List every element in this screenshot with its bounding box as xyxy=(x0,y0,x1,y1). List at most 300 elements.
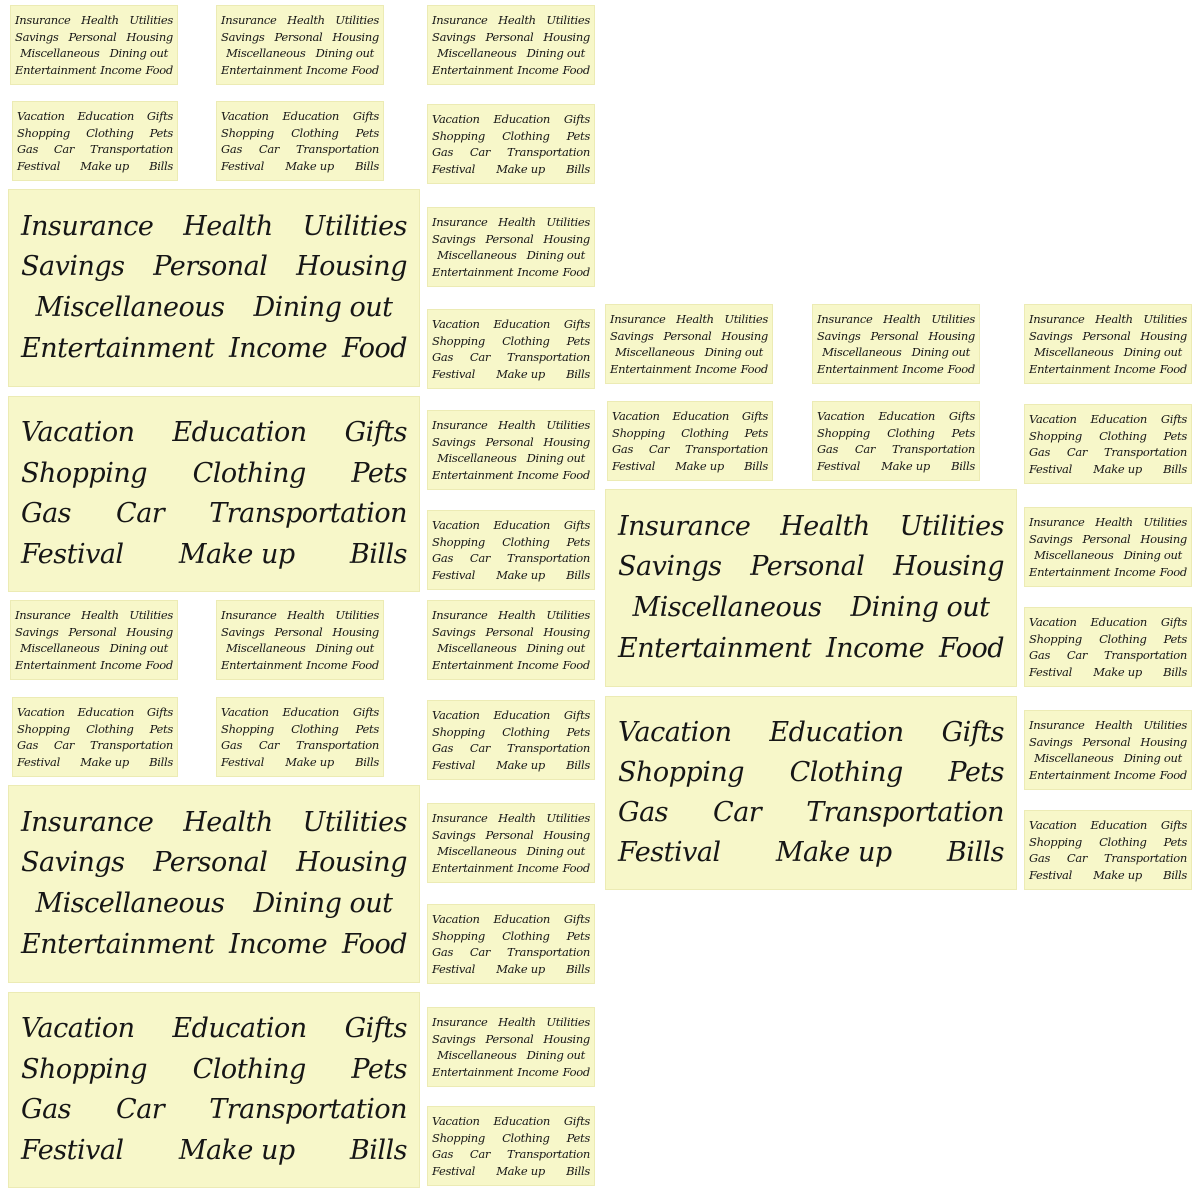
budget-category-label: Car xyxy=(116,1094,165,1126)
budget-category-label: Income xyxy=(229,929,328,961)
budget-category-label: Entertainment xyxy=(21,333,215,365)
budget-category-label: Vacation xyxy=(618,716,732,748)
sticker-line xyxy=(1029,736,1187,748)
budget-category-label: Personal xyxy=(1082,328,1131,343)
budget-category-label: Insurance xyxy=(432,607,488,622)
budget-category-label: Bills xyxy=(744,459,768,474)
sticker-line xyxy=(221,609,379,621)
budget-category-label: Personal xyxy=(153,847,268,879)
budget-category-label: Miscellaneous xyxy=(437,46,517,61)
sticker-line xyxy=(432,1033,590,1045)
budget-category-label: Miscellaneous xyxy=(437,844,517,859)
budget-category-label: Vacation xyxy=(17,108,65,123)
budget-category-label: Pets xyxy=(355,721,379,736)
budget-category-label: Transportation xyxy=(1103,851,1187,866)
budget-category-label: Food xyxy=(562,1065,590,1080)
budget-category-label: Health xyxy=(287,607,325,622)
budget-category-label: Personal xyxy=(870,328,919,343)
budget-category-label: Pets xyxy=(1163,631,1187,646)
budget-category-label: Shopping xyxy=(618,756,745,788)
sticker-line xyxy=(21,210,407,242)
budget-category-label: Shopping xyxy=(1029,834,1082,849)
budget-category-label: Health xyxy=(1095,514,1133,529)
budget-category-label: Make up xyxy=(496,1164,545,1179)
budget-category-label: Gifts xyxy=(1160,817,1187,832)
budget-category-label: Entertainment xyxy=(610,362,692,377)
sticker-line xyxy=(21,335,407,363)
budget-category-label: Insurance xyxy=(15,12,71,27)
budget-category-label: Gifts xyxy=(563,111,590,126)
budget-category-label: Festival xyxy=(432,1164,475,1179)
budget-category-label: Make up xyxy=(496,758,545,773)
budget-category-label: Gas xyxy=(21,498,72,530)
sticker-line xyxy=(21,419,407,447)
budget-category-label: Gifts xyxy=(344,1013,407,1045)
budget-category-label: Savings xyxy=(1029,531,1073,546)
budget-category-label: Entertainment xyxy=(1029,362,1111,377)
sticker-line xyxy=(432,862,590,874)
budget-category-label: Income xyxy=(517,861,559,876)
budget-category-label: Food xyxy=(947,362,975,377)
budget-category-label: Pets xyxy=(1163,428,1187,443)
budget-category-label: Car xyxy=(116,498,165,530)
sticker-line xyxy=(432,1115,590,1127)
budget-category-label: Personal xyxy=(274,29,323,44)
sticker-line xyxy=(432,452,590,464)
budget-category-label: Food xyxy=(341,929,407,961)
sticker-line xyxy=(610,363,768,375)
budget-category-label: Clothing xyxy=(502,534,550,549)
budget-category-label: Shopping xyxy=(1029,631,1082,646)
budget-category-label: Car xyxy=(1066,851,1088,866)
sticker-line xyxy=(221,626,379,638)
sticker-line xyxy=(17,160,173,172)
budget-category-label: Food xyxy=(351,658,379,673)
budget-category-label: Car xyxy=(53,738,75,753)
budget-category-label: Miscellaneous xyxy=(1034,345,1114,360)
budget-category-label: Shopping xyxy=(817,425,870,440)
budget-category-label: Housing xyxy=(296,251,407,283)
budget-category-label: Make up xyxy=(496,162,545,177)
budget-category-label: Car xyxy=(469,945,491,960)
budget-category-label: Personal xyxy=(485,827,534,842)
budget-label-sticker xyxy=(1024,507,1192,587)
sticker-line xyxy=(1029,346,1187,358)
budget-category-label: Clothing xyxy=(681,425,729,440)
sticker-line xyxy=(15,64,173,76)
budget-category-label: Housing xyxy=(332,29,379,44)
budget-category-label: Gas xyxy=(221,738,243,753)
budget-category-label: Festival xyxy=(432,568,475,583)
budget-category-label: Education xyxy=(1090,411,1147,426)
budget-category-label: Savings xyxy=(15,29,59,44)
budget-category-label: Bills xyxy=(946,836,1004,868)
budget-category-label: Dining out xyxy=(1123,548,1182,563)
budget-category-label: Gas xyxy=(432,145,454,160)
budget-category-label: Miscellaneous xyxy=(35,888,225,920)
budget-category-label: Vacation xyxy=(17,704,65,719)
budget-category-label: Education xyxy=(493,1113,550,1128)
budget-category-label: Housing xyxy=(126,624,173,639)
budget-label-sticker xyxy=(8,189,420,387)
budget-category-label: Gifts xyxy=(941,716,1004,748)
budget-category-label: Income xyxy=(517,1065,559,1080)
budget-category-label: Income xyxy=(306,63,348,78)
budget-label-sticker xyxy=(1024,404,1192,484)
budget-category-label: Housing xyxy=(296,847,407,879)
budget-category-label: Bills xyxy=(951,459,975,474)
budget-category-label: Clothing xyxy=(502,128,550,143)
budget-category-label: Pets xyxy=(351,1053,407,1085)
budget-category-label: Insurance xyxy=(21,806,154,838)
budget-category-label: Transportation xyxy=(209,498,407,530)
budget-category-label: Make up xyxy=(775,836,892,868)
sticker-line xyxy=(432,946,590,958)
budget-category-label: Utilities xyxy=(899,510,1004,542)
budget-category-label: Personal xyxy=(485,29,534,44)
budget-category-label: Housing xyxy=(721,328,768,343)
budget-category-label: Utilities xyxy=(302,210,407,242)
budget-category-label: Savings xyxy=(610,328,654,343)
budget-category-label: Utilities xyxy=(1143,311,1187,326)
budget-category-label: Food xyxy=(562,658,590,673)
budget-category-label: Bills xyxy=(149,755,173,770)
budget-category-label: Miscellaneous xyxy=(20,641,100,656)
budget-category-label: Food xyxy=(740,362,768,377)
budget-category-label: Festival xyxy=(1029,462,1072,477)
budget-category-label: Clothing xyxy=(502,333,550,348)
sticker-line xyxy=(17,127,173,139)
sticker-line xyxy=(15,609,173,621)
budget-category-label: Entertainment xyxy=(221,63,303,78)
budget-category-label: Festival xyxy=(432,367,475,382)
budget-category-label: Clothing xyxy=(1099,428,1147,443)
sticker-line xyxy=(817,410,975,422)
sticker-line xyxy=(432,469,590,481)
sticker-line xyxy=(221,127,379,139)
sticker-line xyxy=(817,330,975,342)
budget-category-label: Shopping xyxy=(432,333,485,348)
budget-category-label: Dining out xyxy=(526,248,585,263)
budget-category-label: Vacation xyxy=(432,911,480,926)
budget-category-label: Insurance xyxy=(432,810,488,825)
budget-category-label: Clothing xyxy=(291,721,339,736)
budget-category-label: Insurance xyxy=(432,214,488,229)
budget-category-label: Dining out xyxy=(109,641,168,656)
sticker-line xyxy=(432,1132,590,1144)
budget-label-sticker xyxy=(8,785,420,983)
sticker-line xyxy=(1029,719,1187,731)
budget-label-sticker xyxy=(607,401,773,481)
budget-category-label: Income xyxy=(1114,565,1156,580)
budget-category-label: Personal xyxy=(1082,531,1131,546)
sticker-line xyxy=(221,64,379,76)
budget-category-label: Savings xyxy=(1029,328,1073,343)
budget-category-label: Pets xyxy=(149,721,173,736)
sticker-line xyxy=(21,253,407,281)
budget-category-label: Vacation xyxy=(432,1113,480,1128)
budget-category-label: Personal xyxy=(663,328,712,343)
sticker-line xyxy=(432,436,590,448)
budget-category-label: Gas xyxy=(1029,648,1051,663)
budget-category-label: Housing xyxy=(543,624,590,639)
budget-category-label: Utilities xyxy=(129,607,173,622)
budget-category-label: Bills xyxy=(566,1164,590,1179)
sticker-line xyxy=(610,313,768,325)
budget-category-label: Miscellaneous xyxy=(20,46,100,61)
budget-category-label: Income xyxy=(517,265,559,280)
sticker-line xyxy=(432,845,590,857)
budget-category-label: Festival xyxy=(17,159,60,174)
budget-label-sticker xyxy=(427,1106,595,1186)
budget-category-label: Health xyxy=(498,417,536,432)
budget-category-label: Bills xyxy=(566,962,590,977)
budget-category-label: Vacation xyxy=(21,1013,135,1045)
budget-category-label: Shopping xyxy=(221,721,274,736)
budget-category-label: Entertainment xyxy=(1029,768,1111,783)
budget-category-label: Income xyxy=(902,362,944,377)
sticker-line xyxy=(17,706,173,718)
sticker-line xyxy=(432,318,590,330)
budget-category-label: Clothing xyxy=(291,125,339,140)
budget-category-label: Pets xyxy=(566,1130,590,1145)
budget-category-label: Savings xyxy=(15,624,59,639)
budget-label-sticker xyxy=(12,697,178,777)
sticker-line xyxy=(221,659,379,671)
sticker-line xyxy=(15,14,173,26)
sticker-line xyxy=(432,130,590,142)
sticker-line xyxy=(432,351,590,363)
budget-category-label: Clothing xyxy=(192,1053,306,1085)
budget-category-label: Pets xyxy=(566,333,590,348)
budget-label-sticker xyxy=(1024,304,1192,384)
budget-category-label: Gifts xyxy=(146,704,173,719)
budget-category-label: Car xyxy=(258,142,280,157)
sticker-line xyxy=(221,110,379,122)
budget-category-label: Income xyxy=(517,63,559,78)
sticker-line xyxy=(221,47,379,59)
budget-category-label: Food xyxy=(938,633,1004,665)
budget-category-label: Pets xyxy=(1163,834,1187,849)
budget-category-label: Dining out xyxy=(526,451,585,466)
budget-category-label: Savings xyxy=(221,624,265,639)
sticker-line xyxy=(432,913,590,925)
budget-category-label: Festival xyxy=(221,755,264,770)
budget-category-label: Transportation xyxy=(684,442,768,457)
budget-category-label: Utilities xyxy=(724,311,768,326)
budget-category-label: Insurance xyxy=(432,1014,488,1029)
budget-label-sticker xyxy=(427,309,595,389)
budget-category-label: Dining out xyxy=(526,844,585,859)
budget-category-label: Festival xyxy=(1029,868,1072,883)
sticker-line xyxy=(610,346,768,358)
budget-category-label: Education xyxy=(672,408,729,423)
budget-category-label: Health xyxy=(287,12,325,27)
budget-label-sticker xyxy=(605,304,773,384)
budget-category-label: Health xyxy=(498,607,536,622)
sticker-line xyxy=(1029,430,1187,442)
budget-category-label: Dining out xyxy=(1123,345,1182,360)
budget-category-label: Personal xyxy=(485,231,534,246)
budget-category-label: Dining out xyxy=(315,46,374,61)
budget-category-label: Housing xyxy=(332,624,379,639)
budget-category-label: Vacation xyxy=(817,408,865,423)
budget-category-label: Health xyxy=(1095,311,1133,326)
budget-label-sticker xyxy=(605,696,1017,890)
budget-category-label: Vacation xyxy=(1029,817,1077,832)
budget-category-label: Bills xyxy=(349,1134,407,1166)
budget-category-label: Income xyxy=(306,658,348,673)
sticker-line xyxy=(432,1049,590,1061)
budget-category-label: Income xyxy=(517,658,559,673)
budget-category-label: Entertainment xyxy=(15,63,97,78)
budget-category-label: Gifts xyxy=(563,517,590,532)
sticker-line xyxy=(21,890,407,918)
budget-category-label: Housing xyxy=(1140,328,1187,343)
budget-category-label: Vacation xyxy=(1029,411,1077,426)
budget-label-sticker xyxy=(427,5,595,85)
sticker-line xyxy=(432,759,590,771)
budget-category-label: Housing xyxy=(126,29,173,44)
budget-category-label: Car xyxy=(53,142,75,157)
budget-category-label: Clothing xyxy=(887,425,935,440)
budget-category-label: Health xyxy=(81,12,119,27)
budget-category-label: Health xyxy=(498,810,536,825)
budget-category-label: Entertainment xyxy=(221,658,303,673)
budget-category-label: Health xyxy=(780,510,870,542)
budget-category-label: Income xyxy=(100,63,142,78)
budget-category-label: Festival xyxy=(21,538,124,570)
budget-category-label: Insurance xyxy=(618,510,751,542)
budget-category-label: Vacation xyxy=(612,408,660,423)
budget-category-label: Shopping xyxy=(17,721,70,736)
budget-label-sticker xyxy=(427,104,595,184)
sticker-line xyxy=(221,143,379,155)
budget-category-label: Education xyxy=(77,108,134,123)
budget-category-label: Income xyxy=(826,633,925,665)
budget-category-label: Dining out xyxy=(109,46,168,61)
budget-category-label: Utilities xyxy=(931,311,975,326)
budget-category-label: Personal xyxy=(485,434,534,449)
budget-category-label: Miscellaneous xyxy=(1034,548,1114,563)
budget-category-label: Insurance xyxy=(432,417,488,432)
budget-label-sticker xyxy=(427,1007,595,1087)
sticker-line xyxy=(17,739,173,751)
budget-category-label: Bills xyxy=(566,162,590,177)
budget-category-label: Income xyxy=(695,362,737,377)
budget-category-label: Clothing xyxy=(192,457,306,489)
sticker-line xyxy=(1029,616,1187,628)
budget-category-label: Bills xyxy=(149,159,173,174)
budget-category-label: Shopping xyxy=(432,128,485,143)
budget-category-label: Pets xyxy=(355,125,379,140)
budget-category-label: Transportation xyxy=(506,551,590,566)
budget-category-label: Income xyxy=(100,658,142,673)
sticker-line xyxy=(432,709,590,721)
sticker-line xyxy=(1029,836,1187,848)
budget-category-label: Income xyxy=(1114,768,1156,783)
budget-category-label: Transportation xyxy=(1103,445,1187,460)
budget-category-label: Clothing xyxy=(502,1130,550,1145)
budget-category-label: Vacation xyxy=(21,417,135,449)
budget-category-label: Pets xyxy=(566,534,590,549)
budget-category-label: Car xyxy=(469,551,491,566)
budget-category-label: Transportation xyxy=(506,1147,590,1162)
sticker-line xyxy=(17,756,173,768)
budget-category-label: Housing xyxy=(543,29,590,44)
budget-category-label: Gas xyxy=(17,142,39,157)
budget-category-label: Pets xyxy=(951,425,975,440)
sticker-line xyxy=(21,1134,407,1166)
budget-category-label: Gifts xyxy=(741,408,768,423)
sticker-line xyxy=(618,836,1004,868)
sticker-line xyxy=(21,1053,407,1085)
sticker-line xyxy=(432,963,590,975)
sticker-line xyxy=(1029,446,1187,458)
budget-label-sticker xyxy=(216,5,384,85)
sticker-line xyxy=(432,626,590,638)
budget-category-label: Health xyxy=(883,311,921,326)
budget-category-label: Festival xyxy=(817,459,860,474)
budget-category-label: Dining out xyxy=(526,46,585,61)
budget-category-label: Education xyxy=(878,408,935,423)
budget-category-label: Dining out xyxy=(253,292,393,324)
budget-category-label: Health xyxy=(183,806,273,838)
budget-category-label: Make up xyxy=(881,459,930,474)
budget-category-label: Pets xyxy=(566,724,590,739)
sticker-line xyxy=(15,31,173,43)
budget-category-label: Gas xyxy=(432,945,454,960)
budget-category-label: Entertainment xyxy=(21,929,215,961)
budget-category-label: Savings xyxy=(432,1031,476,1046)
budget-category-label: Personal xyxy=(274,624,323,639)
budget-category-label: Car xyxy=(469,741,491,756)
budget-category-label: Gas xyxy=(612,442,634,457)
sticker-line xyxy=(221,723,379,735)
budget-category-label: Pets xyxy=(744,425,768,440)
budget-category-label: Vacation xyxy=(1029,614,1077,629)
budget-category-label: Miscellaneous xyxy=(226,641,306,656)
budget-category-label: Insurance xyxy=(21,210,154,242)
sticker-line xyxy=(432,419,590,431)
budget-category-label: Savings xyxy=(432,231,476,246)
budget-category-label: Festival xyxy=(618,836,721,868)
budget-label-sticker xyxy=(1024,710,1192,790)
sticker-line xyxy=(618,756,1004,788)
budget-category-label: Savings xyxy=(618,551,722,583)
sticker-line xyxy=(21,500,407,528)
budget-category-label: Entertainment xyxy=(432,63,514,78)
budget-category-label: Personal xyxy=(68,624,117,639)
budget-category-label: Savings xyxy=(432,827,476,842)
budget-category-label: Gas xyxy=(221,142,243,157)
budget-category-label: Gifts xyxy=(563,316,590,331)
sticker-line xyxy=(432,609,590,621)
budget-category-label: Make up xyxy=(1093,665,1142,680)
sticker-line xyxy=(618,510,1004,542)
budget-category-label: Bills xyxy=(355,159,379,174)
sticker-line xyxy=(432,249,590,261)
sticker-line xyxy=(432,335,590,347)
sticker-line xyxy=(618,635,1004,663)
budget-category-label: Insurance xyxy=(1029,514,1085,529)
budget-category-label: Health xyxy=(498,1014,536,1029)
budget-category-label: Gifts xyxy=(563,1113,590,1128)
budget-category-label: Gifts xyxy=(1160,614,1187,629)
sticker-line xyxy=(432,216,590,228)
budget-category-label: Bills xyxy=(1163,868,1187,883)
sticker-line xyxy=(612,410,768,422)
